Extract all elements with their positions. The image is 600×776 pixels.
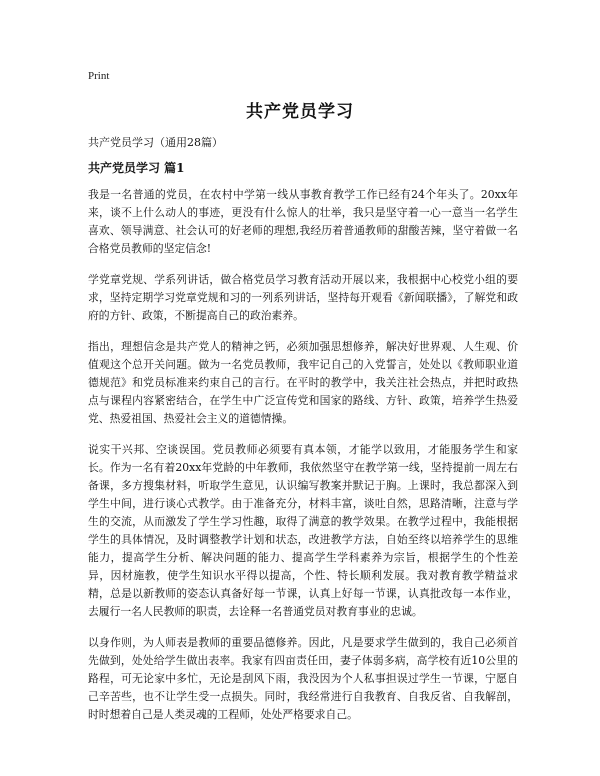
- document-subtitle: 共产党员学习（通用28篇）: [88, 136, 223, 149]
- paragraph: 学党章党规、学系列讲话，做合格党员学习教育活动开展以来，我根据中心校党小组的要求，坚持定期学习党章党规和习的一列系列讲话，坚持每开观看《新闻联播》，了解党和政府的方针、政策，不断提高自己的政治素养。: [88, 273, 518, 322]
- paragraph: 说实干兴邦、空谈误国。党员教师必须要有真本领，才能学以致用，才能服务学生和家长。作为一名有着20xx年党龄的中年教师，我依然坚守在教学第一线，坚持提前一周左右备课，多方搜集材料，听取学生意见，认识编写教案并默记于胸。上课时，我总都深入到学生中间，进行谈心式教学。由于准备充分，材料丰富，谈吐自然，思路清晰，注意与学生的交流，从而激发了学生学习性趣，取得了满意的教学效果。在教学过程中，我能根据学生的具体情况，及时调整教学计划和状态，改进教学方法，自始至终以培养学生的思维能力，提高学生分析、解决问题的能力、提高学生学科素养为宗旨，根据学生的个性差异，因材施教，使学生知识水平得以提高，个性、特长顺利发展。我对教育教学精益求精，总是以新教师的姿态认真备好每一节课，认真上好每一节课，认真批改每一本作业，去履行一名人民教师的职责，去诠释一名普通党员对教育事业的忠诚。: [88, 443, 518, 618]
- paragraph: 指出，理想信念是共产党人的精神之钙，必须加强思想修养，解决好世界观、人生观、价值观这个总开关问题。做为一名党员教师，我牢记自己的入党誓言，处处以《教师职业道德规范》和党员标准来约束自己的言行。在平时的教学中，我关注社会热点，并把时政热点与课程内容紧密结合，在学生中广泛宣传党和国家的路线、方针、政策，培养学生热爱党、热爱祖国、热爱社会主义的道德情操。: [88, 340, 518, 425]
- paragraph: 以身作则，为人师表是教师的重要品德修养。因此，凡是要求学生做到的，我自己必须首先做到，处处给学生做出表率。我家有四亩责任田，妻子体弱多病，高学校有近10公里的路程，可无论家中多忙，无论是刮风下雨，我没因为个人私事担误过学生一节课，宁愿自己辛苦些，也不让学生受一点损失。同时，我经常进行自我教育、自我反省、自我解剖，时时想着自己是人类灵魂的工程师，处处严格要求自己。: [88, 636, 518, 721]
- section-heading: 共产党员学习 篇1: [88, 161, 185, 175]
- page-title: 共产党员学习: [246, 102, 354, 122]
- print-link[interactable]: Print: [88, 70, 110, 82]
- article-body: [88, 186, 518, 737]
- paragraph: 我是一名普通的党员，在农村中学第一线从事教育教学工作已经有24个年头了。20xx年来，谈不上什么动人的事迹，更没有什么惊人的壮举，我只是坚守着一心一意当一名学生喜欢、领导满意、社会认可的好老师的理想,我经历着普通教师的甜酸苦辣，坚守着做一名合格党员教师的坚定信念!: [88, 188, 518, 255]
